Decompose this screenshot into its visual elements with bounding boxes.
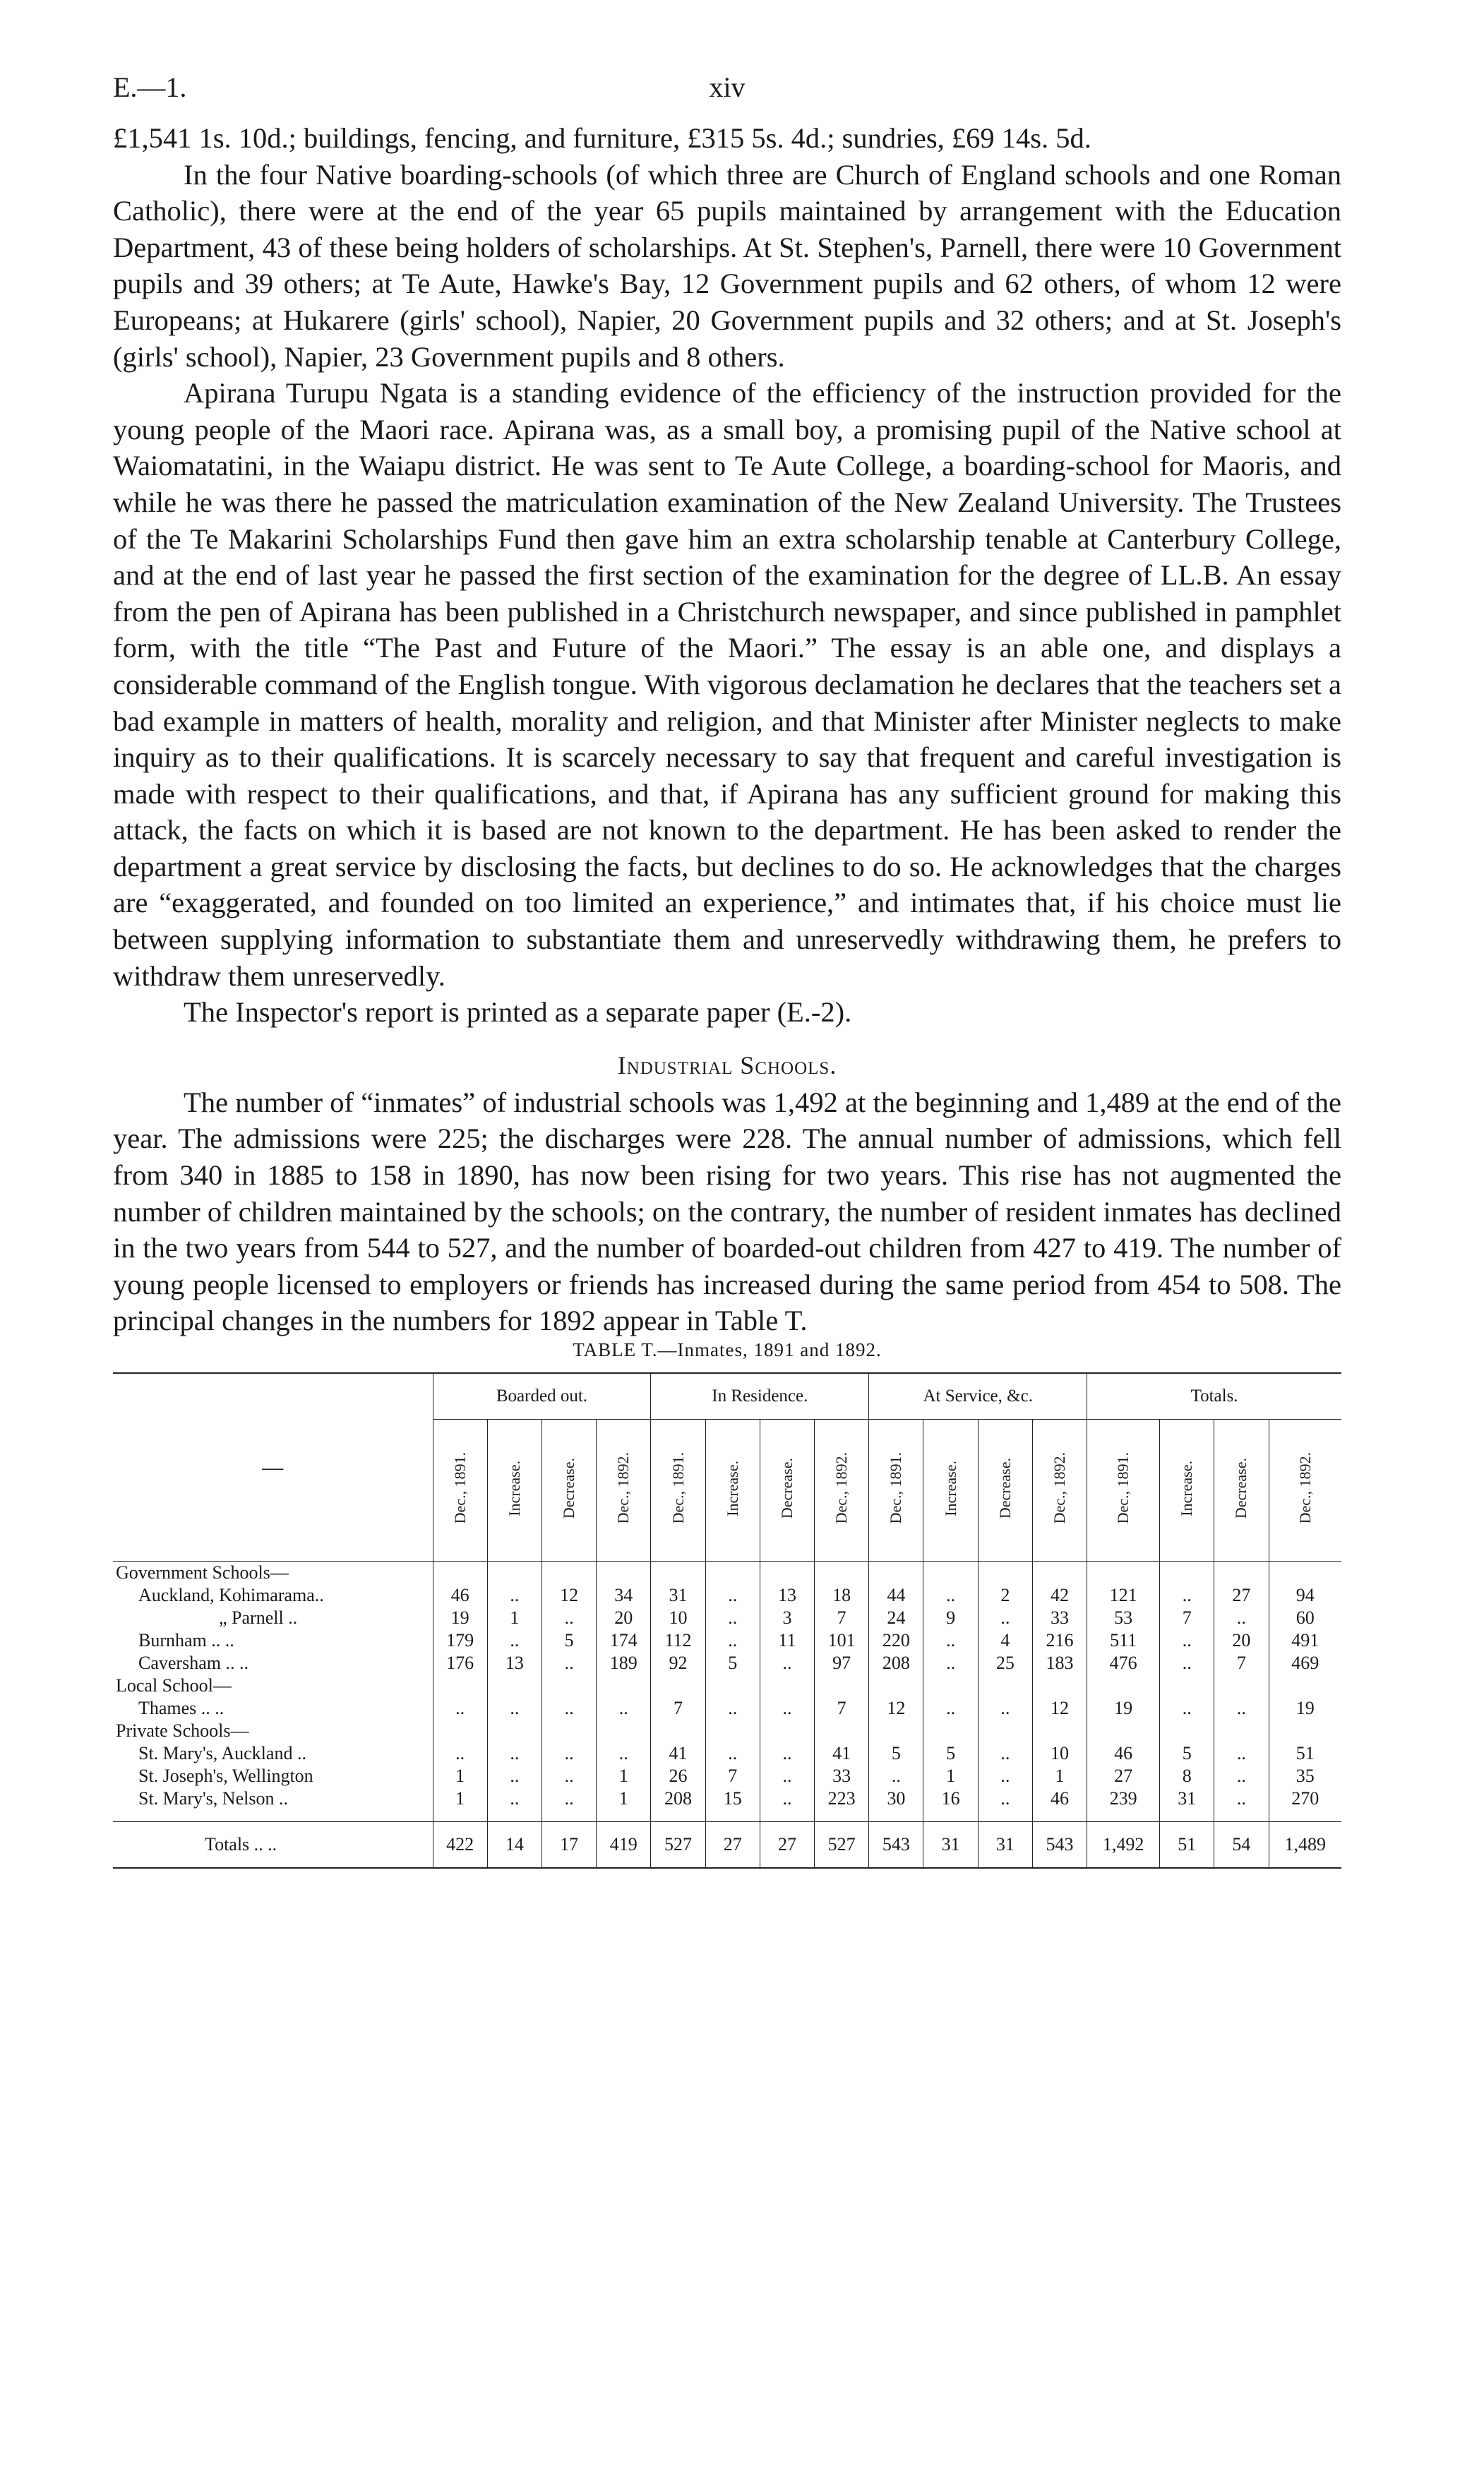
table-cell: 2 bbox=[978, 1584, 1032, 1607]
document-page bbox=[113, 71, 1341, 1869]
table-group-row bbox=[113, 1675, 1341, 1697]
table-cell bbox=[760, 1562, 814, 1585]
table-cell: .. bbox=[541, 1652, 596, 1675]
table-cell bbox=[651, 1562, 705, 1585]
table-cell bbox=[869, 1562, 923, 1585]
group-header: In Residence. bbox=[651, 1373, 869, 1420]
table-row bbox=[113, 1787, 1341, 1810]
table-cell: 27 bbox=[1087, 1765, 1160, 1787]
table-cell bbox=[1087, 1675, 1160, 1697]
table-cell: 4 bbox=[978, 1629, 1032, 1652]
table-cell bbox=[815, 1675, 869, 1697]
table-cell: .. bbox=[541, 1765, 596, 1787]
table-cell: 20 bbox=[1214, 1629, 1269, 1652]
table-cell: 5 bbox=[541, 1629, 596, 1652]
group-header: Boarded out. bbox=[433, 1373, 651, 1420]
table-cell: 270 bbox=[1269, 1787, 1341, 1810]
table-row bbox=[113, 1652, 1341, 1675]
table-cell: .. bbox=[1214, 1765, 1269, 1787]
table-cell: 183 bbox=[1032, 1652, 1087, 1675]
table-row bbox=[113, 1584, 1341, 1607]
table-cell: 46 bbox=[433, 1584, 487, 1607]
table-cell: .. bbox=[923, 1629, 978, 1652]
table-cell: .. bbox=[487, 1787, 541, 1810]
table-cell bbox=[705, 1675, 760, 1697]
table-cell bbox=[760, 1720, 814, 1742]
table-cell: 12 bbox=[541, 1584, 596, 1607]
table-cell: 10 bbox=[651, 1607, 705, 1629]
table-cell: 208 bbox=[651, 1787, 705, 1810]
group-header: Totals. bbox=[1087, 1373, 1341, 1420]
table-cell: 18 bbox=[815, 1584, 869, 1607]
table-cell: .. bbox=[1214, 1742, 1269, 1765]
table-cell: 174 bbox=[597, 1629, 651, 1652]
table-cell: .. bbox=[760, 1697, 814, 1720]
page-number: xiv bbox=[709, 71, 746, 103]
table-cell bbox=[923, 1562, 978, 1585]
table-cell: 27 bbox=[1214, 1584, 1269, 1607]
table-cell: 33 bbox=[815, 1765, 869, 1787]
table-cell: .. bbox=[705, 1607, 760, 1629]
table-cell: 46 bbox=[1032, 1787, 1087, 1810]
table-cell bbox=[1269, 1720, 1341, 1742]
totals-cell: 527 bbox=[651, 1822, 705, 1869]
table-cell: 20 bbox=[597, 1607, 651, 1629]
totals-cell: 54 bbox=[1214, 1822, 1269, 1869]
table-cell: 112 bbox=[651, 1629, 705, 1652]
table-cell: .. bbox=[978, 1607, 1032, 1629]
table-cell: 239 bbox=[1087, 1787, 1160, 1810]
table-cell bbox=[760, 1675, 814, 1697]
table-cell: 1 bbox=[597, 1787, 651, 1810]
row-label: St. Joseph's, Wellington bbox=[138, 1766, 313, 1786]
table-cell: 7 bbox=[1214, 1652, 1269, 1675]
table-cell: .. bbox=[541, 1697, 596, 1720]
page-header bbox=[113, 71, 1341, 120]
table-cell: 216 bbox=[1032, 1629, 1087, 1652]
table-cell bbox=[1269, 1562, 1341, 1585]
table-cell: .. bbox=[541, 1607, 596, 1629]
column-header: Dec., 1891. bbox=[433, 1420, 487, 1562]
totals-cell: 51 bbox=[1160, 1822, 1214, 1869]
table-cell: 220 bbox=[869, 1629, 923, 1652]
table-cell: 94 bbox=[1269, 1584, 1341, 1607]
table-cell: .. bbox=[487, 1765, 541, 1787]
table-cell: 101 bbox=[815, 1629, 869, 1652]
table-cell bbox=[705, 1562, 760, 1585]
table-cell: 5 bbox=[705, 1652, 760, 1675]
table-cell: 12 bbox=[1032, 1697, 1087, 1720]
table-cell: .. bbox=[597, 1742, 651, 1765]
table-cell bbox=[597, 1562, 651, 1585]
table-cell bbox=[541, 1720, 596, 1742]
table-caption: TABLE T.—Inmates, 1891 and 1892. bbox=[573, 1339, 882, 1360]
table-row bbox=[113, 1629, 1341, 1652]
table-cell: 1 bbox=[433, 1787, 487, 1810]
table-cell: .. bbox=[760, 1765, 814, 1787]
table-cell bbox=[1160, 1720, 1214, 1742]
table-cell: .. bbox=[1160, 1652, 1214, 1675]
table-cell: 491 bbox=[1269, 1629, 1341, 1652]
table-cell bbox=[923, 1675, 978, 1697]
totals-cell: 14 bbox=[487, 1822, 541, 1869]
table-cell: .. bbox=[487, 1697, 541, 1720]
table-cell bbox=[869, 1720, 923, 1742]
table-cell: 7 bbox=[1160, 1607, 1214, 1629]
table-cell: .. bbox=[760, 1652, 814, 1675]
table-cell bbox=[978, 1562, 1032, 1585]
table-row bbox=[113, 1697, 1341, 1720]
table-cell bbox=[815, 1562, 869, 1585]
table-cell bbox=[815, 1720, 869, 1742]
table-cell bbox=[705, 1720, 760, 1742]
table-cell bbox=[1214, 1720, 1269, 1742]
table-cell bbox=[1032, 1675, 1087, 1697]
table-cell: .. bbox=[923, 1697, 978, 1720]
table-cell: 19 bbox=[433, 1607, 487, 1629]
table-cell bbox=[1087, 1562, 1160, 1585]
table-cell bbox=[597, 1675, 651, 1697]
paragraph-inspector-report: The Inspector's report is printed as a separate paper (E.-2). bbox=[184, 996, 852, 1029]
row-label: Auckland, Kohimarama.. bbox=[138, 1585, 324, 1605]
table-cell: .. bbox=[978, 1697, 1032, 1720]
table-cell bbox=[433, 1562, 487, 1585]
table-cell: 13 bbox=[760, 1584, 814, 1607]
column-header: Dec., 1892. bbox=[597, 1420, 651, 1562]
table-inmates bbox=[113, 1372, 1341, 1869]
table-cell: 41 bbox=[815, 1742, 869, 1765]
table-cell: 19 bbox=[1269, 1697, 1341, 1720]
totals-cell: 1,492 bbox=[1087, 1822, 1160, 1869]
table-cell: 30 bbox=[869, 1787, 923, 1810]
paragraph-expenditure: £1,541 1s. 10d.; buildings, fencing, and furniture, £315 5s. 4d.; sundries, £69 14s. 5d. bbox=[113, 122, 1091, 154]
table-cell: 7 bbox=[705, 1765, 760, 1787]
table-cell bbox=[541, 1562, 596, 1585]
row-label: St. Mary's, Nelson .. bbox=[138, 1788, 288, 1809]
table-cell: .. bbox=[1214, 1787, 1269, 1810]
table-cell: 42 bbox=[1032, 1584, 1087, 1607]
totals-cell: 543 bbox=[1032, 1822, 1087, 1869]
table-cell: 223 bbox=[815, 1787, 869, 1810]
table-cell: 1 bbox=[433, 1765, 487, 1787]
column-header: Dec., 1891. bbox=[1087, 1420, 1160, 1562]
column-header: Decrease. bbox=[1214, 1420, 1269, 1562]
table-cell: 10 bbox=[1032, 1742, 1087, 1765]
table-cell: .. bbox=[1160, 1697, 1214, 1720]
table-cell: 35 bbox=[1269, 1765, 1341, 1787]
table-cell: 31 bbox=[1160, 1787, 1214, 1810]
table-cell: 16 bbox=[923, 1787, 978, 1810]
table-cell: 5 bbox=[1160, 1742, 1214, 1765]
table-cell: 53 bbox=[1087, 1607, 1160, 1629]
totals-cell: 419 bbox=[597, 1822, 651, 1869]
table-cell: 1 bbox=[597, 1765, 651, 1787]
table-cell: 511 bbox=[1087, 1629, 1160, 1652]
table-cell: 31 bbox=[651, 1584, 705, 1607]
table-cell bbox=[651, 1720, 705, 1742]
table-cell bbox=[1032, 1720, 1087, 1742]
table-cell: 8 bbox=[1160, 1765, 1214, 1787]
column-header: Increase. bbox=[923, 1420, 978, 1562]
spacer-row bbox=[113, 1810, 1341, 1822]
table-cell: .. bbox=[978, 1787, 1032, 1810]
table-cell: 189 bbox=[597, 1652, 651, 1675]
table-cell: .. bbox=[541, 1787, 596, 1810]
table-cell: 11 bbox=[760, 1629, 814, 1652]
table-cell: 121 bbox=[1087, 1584, 1160, 1607]
table-cell: .. bbox=[1160, 1584, 1214, 1607]
table-cell: 92 bbox=[651, 1652, 705, 1675]
table-cell bbox=[1269, 1675, 1341, 1697]
table-cell: .. bbox=[705, 1629, 760, 1652]
table-cell: .. bbox=[760, 1742, 814, 1765]
table-cell: 24 bbox=[869, 1607, 923, 1629]
table-cell: .. bbox=[705, 1584, 760, 1607]
table-cell bbox=[433, 1675, 487, 1697]
row-label: Government Schools— bbox=[116, 1562, 289, 1583]
row-label: Thames .. .. bbox=[138, 1698, 225, 1718]
table-cell: 44 bbox=[869, 1584, 923, 1607]
table-cell bbox=[541, 1675, 596, 1697]
table-row bbox=[113, 1607, 1341, 1629]
table-cell: 51 bbox=[1269, 1742, 1341, 1765]
table-cell: 15 bbox=[705, 1787, 760, 1810]
table-cell bbox=[487, 1562, 541, 1585]
table-cell: 208 bbox=[869, 1652, 923, 1675]
table-cell: .. bbox=[1214, 1697, 1269, 1720]
document-code: E.—1. bbox=[113, 71, 187, 103]
section-heading-industrial-schools: Industrial Schools. bbox=[617, 1050, 837, 1079]
table-cell: 41 bbox=[651, 1742, 705, 1765]
totals-cell: 543 bbox=[869, 1822, 923, 1869]
table-cell: 9 bbox=[923, 1607, 978, 1629]
table-cell: .. bbox=[705, 1697, 760, 1720]
table-cell: .. bbox=[978, 1742, 1032, 1765]
table-cell bbox=[433, 1720, 487, 1742]
totals-cell: 27 bbox=[760, 1822, 814, 1869]
totals-row bbox=[113, 1822, 1341, 1869]
totals-cell: 31 bbox=[978, 1822, 1032, 1869]
column-header: Increase. bbox=[705, 1420, 760, 1562]
table-cell: 60 bbox=[1269, 1607, 1341, 1629]
table-group-row bbox=[113, 1562, 1341, 1585]
table-cell: 476 bbox=[1087, 1652, 1160, 1675]
table-cell: 1 bbox=[487, 1607, 541, 1629]
table-cell: 12 bbox=[869, 1697, 923, 1720]
table-cell: .. bbox=[978, 1765, 1032, 1787]
column-header: Dec., 1892. bbox=[1032, 1420, 1087, 1562]
column-header: Dec., 1891. bbox=[869, 1420, 923, 1562]
table-cell: .. bbox=[1214, 1607, 1269, 1629]
table-cell: 13 bbox=[487, 1652, 541, 1675]
table-cell: 1 bbox=[923, 1765, 978, 1787]
table-cell: 19 bbox=[1087, 1697, 1160, 1720]
table-cell bbox=[1214, 1675, 1269, 1697]
totals-cell: 422 bbox=[433, 1822, 487, 1869]
totals-cell: 527 bbox=[815, 1822, 869, 1869]
row-label: St. Mary's, Auckland .. bbox=[138, 1743, 306, 1763]
table-cell: .. bbox=[1160, 1629, 1214, 1652]
table-cell: .. bbox=[433, 1697, 487, 1720]
table-cell: .. bbox=[541, 1742, 596, 1765]
table-cell: .. bbox=[433, 1742, 487, 1765]
table-cell bbox=[978, 1720, 1032, 1742]
table-cell: 97 bbox=[815, 1652, 869, 1675]
totals-cell: 31 bbox=[923, 1822, 978, 1869]
table-cell bbox=[1160, 1562, 1214, 1585]
table-cell bbox=[978, 1675, 1032, 1697]
column-header: Increase. bbox=[487, 1420, 541, 1562]
table-row bbox=[113, 1742, 1341, 1765]
table-cell: 33 bbox=[1032, 1607, 1087, 1629]
row-label: Burnham .. .. bbox=[138, 1630, 234, 1651]
row-label: Local School— bbox=[116, 1675, 232, 1696]
table-cell: 46 bbox=[1087, 1742, 1160, 1765]
column-header: Dec., 1891. bbox=[651, 1420, 705, 1562]
totals-cell: 27 bbox=[705, 1822, 760, 1869]
table-cell: 5 bbox=[869, 1742, 923, 1765]
table-cell bbox=[869, 1675, 923, 1697]
table-cell: .. bbox=[760, 1787, 814, 1810]
paragraph-apirana-ngata: Apirana Turupu Ngata is a standing evidence of the efficiency of the instruction provided for the young people of the Maori race. Apirana was, as a small boy, a promising pupil of the Native school at Waiomatatini, in the Waiapu district. He was sent to Te Aute College, a boarding-school for Maoris, and while he was there he passed the matriculation examination of the New Zealand University. The Trustees of the Te Makarini Scholarships Fund then gave him an extra scholarship tenable at Canterbury College, and at the end of last year he passed the first section of the examination for the degree of LL.B. An essay from the pen of Apirana has been published in a Christchurch newspaper, and since published in pamphlet form, with the title “The Past and Future of the Maori.” The essay is an able one, and displays a considerable command of the English tongue. With vigorous declamation he declares that the teachers set a bad example in matters of health, morality and religion, and that Minister after Minister neglects to make inquiry as to their qualifications. It is scarcely necessary to say that frequent and careful investigation is made with respect to their qualifications, and that, if Apirana has any sufficient ground for making this attack, the facts on which it is based are not known to the department. He has been asked to render the department a great service by disclosing the facts, but declines to do so. He acknowledges that the charges are “exaggerated, and founded on too limited an experience,” and intimates that, if his choice must lie between supplying information to substantiate them and unreservedly withdrawing them, he prefers to withdraw them unreservedly. bbox=[113, 377, 1341, 992]
column-header: Decrease. bbox=[541, 1420, 596, 1562]
table-cell: .. bbox=[487, 1584, 541, 1607]
table-cell: 25 bbox=[978, 1652, 1032, 1675]
table-cell: .. bbox=[487, 1742, 541, 1765]
column-header: Decrease. bbox=[760, 1420, 814, 1562]
table-cell: 5 bbox=[923, 1742, 978, 1765]
table-cell: 7 bbox=[815, 1697, 869, 1720]
table-cell: .. bbox=[869, 1765, 923, 1787]
table-cell bbox=[1032, 1562, 1087, 1585]
table-cell: 34 bbox=[597, 1584, 651, 1607]
table-cell: 7 bbox=[815, 1607, 869, 1629]
table-cell bbox=[597, 1720, 651, 1742]
row-label: Private Schools— bbox=[116, 1720, 249, 1741]
table-corner: — bbox=[113, 1373, 433, 1562]
table-cell: .. bbox=[597, 1697, 651, 1720]
table-cell bbox=[923, 1720, 978, 1742]
totals-cell: 1,489 bbox=[1269, 1822, 1341, 1869]
totals-label: Totals .. .. bbox=[113, 1822, 433, 1869]
column-header: Increase. bbox=[1160, 1420, 1214, 1562]
paragraph-industrial-schools: The number of “inmates” of industrial schools was 1,492 at the beginning and 1,489 at the end of the year. The admissions were 225; the discharges were 228. The annual number of admissions, which fell from 340 in 1885 to 158 in 1890, has now been rising for two years. This rise has not augmented the number of children maintained by the schools; on the contrary, the number of resident inmates has declined in the two years from 544 to 527, and the number of boarded-out children from 427 to 419. The number of young people licensed to employers or friends has increased during the same period from 454 to 508. The principal changes in the numbers for 1892 appear in Table T. bbox=[113, 1086, 1341, 1337]
table-cell: 7 bbox=[651, 1697, 705, 1720]
table-cell: .. bbox=[487, 1629, 541, 1652]
table-cell bbox=[1160, 1675, 1214, 1697]
table-cell: 469 bbox=[1269, 1652, 1341, 1675]
table-row bbox=[113, 1765, 1341, 1787]
table-cell: .. bbox=[923, 1584, 978, 1607]
totals-cell: 17 bbox=[541, 1822, 596, 1869]
table-cell: .. bbox=[705, 1742, 760, 1765]
paragraph-native-boarding-schools: In the four Native boarding-schools (of which three are Church of England schools and one Roman Catholic), there were at the end of the year 65 pupils maintained by arrangement with the Education Department, 43 of these being holders of scholarships. At St. Stephen's, Parnell, there were 10 Government pupils and 39 others; at Te Aute, Hawke's Bay, 12 Government pupils and 62 others, of whom 12 were Europeans; at Hukarere (girls' school), Napier, 20 Government pupils and 32 others; and at St. Joseph's (girls' school), Napier, 23 Government pupils and 8 others. bbox=[113, 158, 1341, 373]
table-cell: 26 bbox=[651, 1765, 705, 1787]
table-cell: .. bbox=[923, 1652, 978, 1675]
table-cell bbox=[651, 1675, 705, 1697]
table-cell bbox=[487, 1720, 541, 1742]
row-label: „ Parnell .. bbox=[219, 1607, 298, 1628]
column-header: Dec., 1892. bbox=[815, 1420, 869, 1562]
table-group-row bbox=[113, 1720, 1341, 1742]
table-cell bbox=[1214, 1562, 1269, 1585]
group-header: At Service, &c. bbox=[869, 1373, 1087, 1420]
table-cell: 3 bbox=[760, 1607, 814, 1629]
table-cell bbox=[1087, 1720, 1160, 1742]
table-cell: 179 bbox=[433, 1629, 487, 1652]
column-header: Dec., 1892. bbox=[1269, 1420, 1341, 1562]
row-label: Caversham .. .. bbox=[138, 1653, 249, 1673]
table-cell: 1 bbox=[1032, 1765, 1087, 1787]
table-cell: 176 bbox=[433, 1652, 487, 1675]
table-cell bbox=[487, 1675, 541, 1697]
column-header: Decrease. bbox=[978, 1420, 1032, 1562]
